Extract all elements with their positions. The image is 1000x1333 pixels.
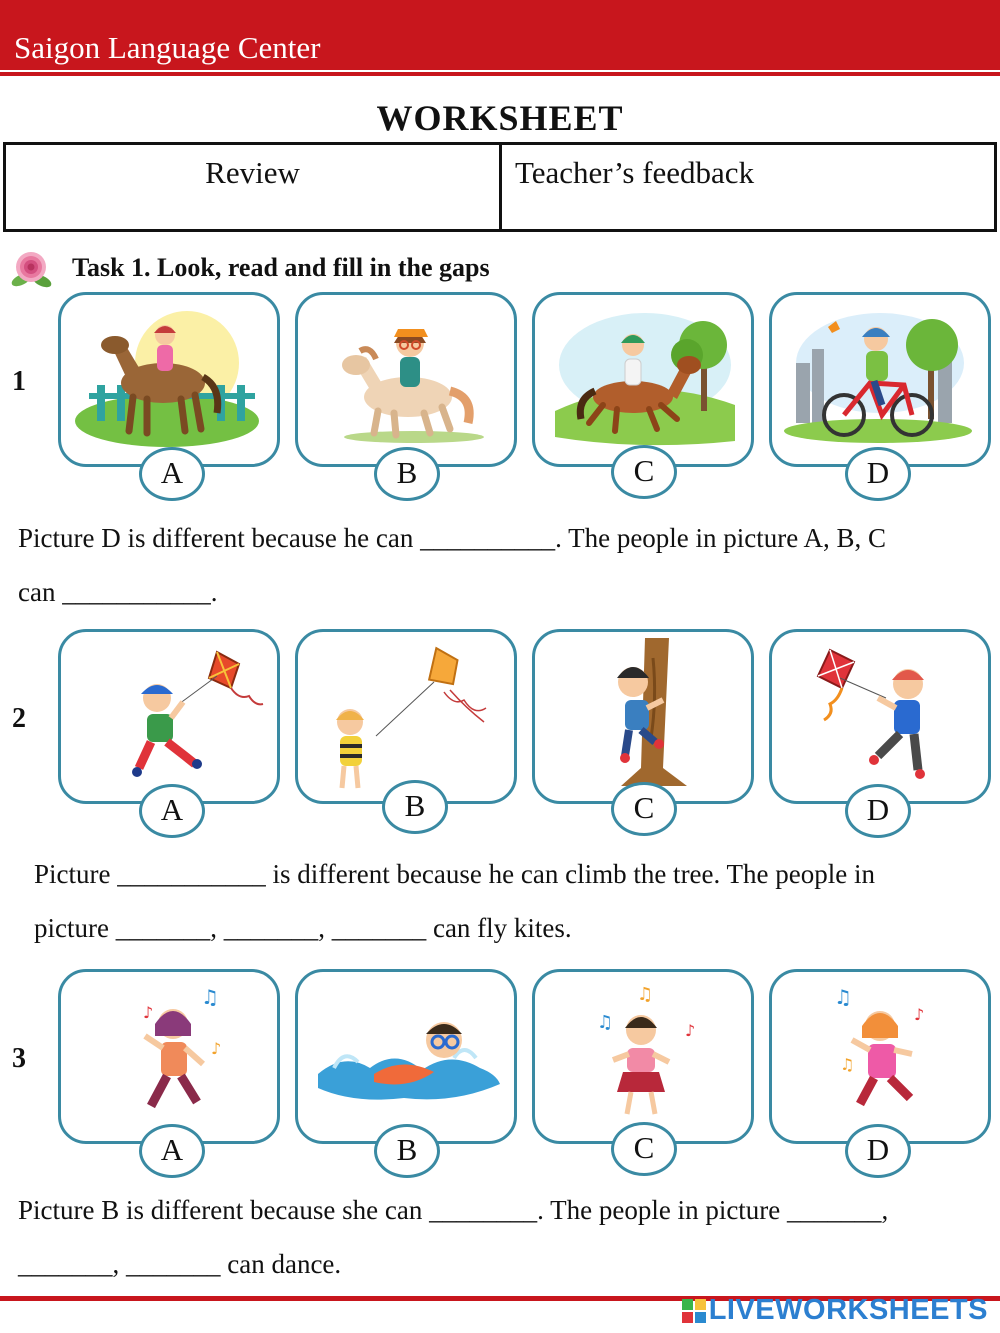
picture-card-1c[interactable] (532, 292, 754, 488)
horse-rider-picture (67, 301, 271, 457)
brand-name: LIVEWORKSHEETS (708, 1294, 988, 1326)
header-bar (0, 0, 1000, 76)
swimming-girl-picture (304, 978, 508, 1134)
picture-card-1d[interactable] (769, 292, 991, 490)
option-d-badge[interactable]: D (845, 784, 911, 838)
option-c-badge[interactable]: C (611, 1122, 677, 1176)
picture-card-2a[interactable] (58, 629, 280, 827)
svg-text:♪: ♪ (143, 1003, 154, 1022)
review-label: Review (205, 155, 300, 190)
picture-card-1a[interactable] (58, 292, 280, 490)
bike-rider-picture (778, 301, 982, 457)
question-3-sentence-line-2[interactable]: _______, _______ can dance. (18, 1249, 342, 1279)
question-3-sentence-line-1[interactable]: Picture B is different because she can ________. The people in picture _______, (18, 1195, 889, 1225)
liveworksheets-logo-icon (681, 1297, 707, 1325)
option-d-badge[interactable]: D (845, 1124, 911, 1178)
option-a-badge[interactable]: A (139, 1124, 205, 1178)
picture-card-2c[interactable] (532, 629, 754, 825)
question-number: 2 (12, 703, 26, 734)
picture-card-1b[interactable] (295, 292, 517, 490)
flower-icon (8, 246, 54, 290)
option-c-badge[interactable]: C (611, 782, 677, 836)
question-number: 1 (12, 366, 26, 397)
question-2-sentence-line-2[interactable]: picture _______, _______, _______ can fly kites. (34, 913, 572, 943)
kite-girl-picture (304, 638, 508, 794)
header-divider (0, 70, 1000, 72)
picture-card-3a[interactable] (58, 969, 280, 1167)
option-a-badge[interactable]: A (139, 447, 205, 501)
picture-card-2b[interactable] (295, 629, 517, 823)
review-cell (6, 145, 502, 229)
svg-text:♫: ♫ (834, 985, 852, 1009)
teacher-feedback-cell[interactable] (502, 145, 994, 229)
svg-text:♫: ♫ (597, 1012, 614, 1033)
option-a-badge[interactable]: A (139, 784, 205, 838)
footer-brand[interactable] (681, 1294, 988, 1327)
option-c-badge[interactable]: C (611, 445, 677, 499)
question-number: 3 (12, 1043, 26, 1074)
tree-climber-picture (541, 638, 745, 794)
svg-text:♪: ♪ (685, 1021, 696, 1040)
question-1-sentence-line-2[interactable]: can ___________. (18, 577, 218, 607)
horse-field-picture (541, 301, 745, 457)
question-1-sentence-line-1[interactable]: Picture D is different because he can __________. The people in picture A, B, C (18, 523, 887, 553)
svg-text:♪: ♪ (914, 1005, 925, 1024)
task-heading (8, 246, 490, 290)
pony-rider-picture (304, 301, 508, 457)
dancing-girl-picture (541, 978, 745, 1134)
feedback-label: Teacher’s feedback (515, 155, 755, 190)
info-table (3, 142, 997, 232)
question-2-sentence-line-1[interactable]: Picture ___________ is different because he can climb the tree. The people in (34, 859, 875, 889)
dancing-girl-picture (778, 978, 982, 1134)
picture-card-3c[interactable] (532, 969, 754, 1165)
option-b-badge[interactable]: B (382, 780, 448, 834)
picture-card-2d[interactable] (769, 629, 991, 827)
center-name: Saigon Language Center (14, 30, 321, 65)
svg-text:♫: ♫ (840, 1055, 855, 1074)
kite-boy-picture (67, 638, 271, 794)
option-b-badge[interactable]: B (374, 447, 440, 501)
svg-text:♫: ♫ (637, 984, 654, 1005)
svg-text:♪: ♪ (211, 1039, 222, 1058)
svg-text:♫: ♫ (201, 985, 219, 1009)
picture-card-3b[interactable] (295, 969, 517, 1167)
picture-card-3d[interactable] (769, 969, 991, 1167)
option-d-badge[interactable]: D (845, 447, 911, 501)
worksheet-title: WORKSHEET (376, 98, 624, 138)
task-title: Task 1. Look, read and fill in the gaps (72, 253, 490, 282)
dancing-girl-picture (67, 978, 271, 1134)
option-b-badge[interactable]: B (374, 1124, 440, 1178)
kite-boy-picture (778, 638, 982, 794)
